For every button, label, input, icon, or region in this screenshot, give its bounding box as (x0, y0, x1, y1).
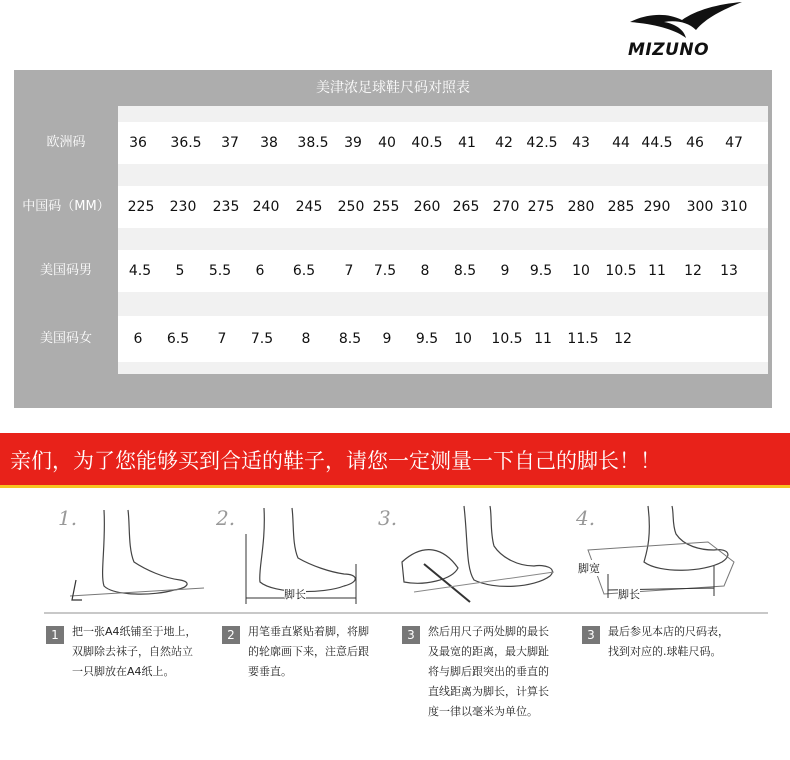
size-cell: 36.5 (170, 135, 202, 151)
step-2-length-label: 脚长 (284, 588, 306, 601)
step-2-badge: 2 (222, 626, 240, 644)
step-4-width-label: 脚宽 (578, 562, 600, 575)
row-label-us-women: 美国码女 (39, 331, 92, 346)
step-2-caption (248, 622, 369, 682)
caption-line: 最后参见本店的尺码表， (608, 625, 729, 638)
step-3-number: 3. (378, 506, 398, 530)
size-cell: 10.5 (491, 331, 523, 347)
size-cell: 37 (221, 135, 239, 151)
size-cell: 40 (378, 135, 396, 151)
row-gap (118, 362, 768, 374)
row-eu (14, 122, 772, 164)
size-cell: 4.5 (128, 263, 152, 279)
row-gap (118, 106, 768, 122)
size-cell: 41 (458, 135, 476, 151)
size-cell: 310 (720, 199, 748, 215)
size-cell: 265 (452, 199, 480, 215)
step-4-length-label: 脚长 (618, 588, 640, 601)
measure-steps-illustration (44, 494, 768, 614)
size-cell: 10 (572, 263, 590, 279)
row-band (118, 122, 768, 164)
size-cell: 44.5 (641, 135, 673, 151)
hand-measuring-icon (394, 502, 564, 606)
size-cell: 7.5 (250, 331, 274, 347)
size-cell: 12 (614, 331, 632, 347)
size-cell: 235 (212, 199, 240, 215)
foot-outline-icon (234, 504, 384, 608)
row-us-women (14, 316, 772, 362)
step-1-number: 1. (58, 506, 78, 530)
size-cell: 5.5 (208, 263, 232, 279)
size-chart-table (14, 70, 772, 408)
row-cn (14, 186, 772, 228)
caption-line: 一只脚放在A4纸上。 (72, 665, 175, 678)
size-cell: 240 (252, 199, 280, 215)
size-cell: 9.5 (415, 331, 439, 347)
notice-banner (0, 433, 790, 485)
size-cell: 11.5 (567, 331, 599, 347)
size-cell: 5 (175, 263, 185, 279)
step-1-badge: 1 (46, 626, 64, 644)
size-cell: 11 (534, 331, 552, 347)
caption-line: 直线距离为脚长，计算长 (428, 685, 549, 698)
size-cell: 6.5 (292, 263, 316, 279)
size-cell: 11 (648, 263, 666, 279)
size-cell: 44 (612, 135, 630, 151)
row-gap (118, 228, 768, 250)
step-4-number: 4. (576, 506, 596, 530)
step-2-number: 2. (216, 506, 236, 530)
size-cell: 300 (686, 199, 714, 215)
row-label-us-men: 美国码男 (39, 263, 92, 278)
row-band (118, 186, 768, 228)
caption-line: 度一律以毫米为单位。 (428, 705, 538, 718)
caption-line: 用笔垂直紧贴着脚，将脚 (248, 625, 369, 638)
size-cell: 7.5 (373, 263, 397, 279)
size-cell: 8.5 (338, 331, 362, 347)
size-cell: 40.5 (411, 135, 443, 151)
size-cell: 13 (720, 263, 738, 279)
size-cell: 38 (260, 135, 278, 151)
size-cell: 9 (500, 263, 510, 279)
step-4-caption (608, 622, 729, 662)
caption-line: 把一张A4纸铺至于地上， (72, 625, 197, 638)
foot-width-length-icon (574, 502, 754, 606)
row-gap (118, 292, 768, 316)
size-cell: 270 (492, 199, 520, 215)
size-cell: 47 (725, 135, 743, 151)
size-cell: 260 (413, 199, 441, 215)
size-cell: 290 (643, 199, 671, 215)
row-us-men (14, 250, 772, 292)
step-3-caption (428, 622, 549, 722)
foot-on-paper-icon (64, 504, 214, 608)
row-label-eu: 欧洲码 (46, 135, 86, 150)
size-cell: 275 (527, 199, 555, 215)
caption-line: 双脚除去袜子，自然站立 (72, 645, 193, 658)
row-band (118, 316, 768, 362)
caption-line: 将与脚后跟突出的垂直的 (428, 665, 549, 678)
row-label-cn: 中国码（MM） (22, 199, 110, 214)
caption-line: 找到对应的.球鞋尺码。 (608, 645, 722, 658)
size-cell: 38.5 (297, 135, 329, 151)
size-cell: 6 (255, 263, 265, 279)
size-cell: 285 (607, 199, 635, 215)
size-cell: 8 (420, 263, 430, 279)
size-cell: 6.5 (166, 331, 190, 347)
size-cell: 39 (344, 135, 362, 151)
size-cell: 7 (344, 263, 354, 279)
row-band (118, 250, 768, 292)
caption-line: 的轮廓画下来，注意后跟 (248, 645, 369, 658)
row-gap (118, 164, 768, 186)
size-cell: 36 (129, 135, 147, 151)
size-cell: 43 (572, 135, 590, 151)
caption-line: 然后用尺子两处脚的最长 (428, 625, 549, 638)
size-cell: 9.5 (529, 263, 553, 279)
size-cell: 225 (127, 199, 155, 215)
caption-line: 及最宽的距离，最大脚趾 (428, 645, 549, 658)
banner-stripe (0, 485, 790, 488)
size-cell: 42.5 (526, 135, 558, 151)
size-cell: 46 (686, 135, 704, 151)
size-cell: 230 (169, 199, 197, 215)
size-cell: 7 (217, 331, 227, 347)
step-1-caption (72, 622, 197, 682)
size-cell: 10.5 (605, 263, 637, 279)
size-cell: 12 (684, 263, 702, 279)
size-cell: 10 (454, 331, 472, 347)
step-3-badge: 3 (402, 626, 420, 644)
notice-text: 亲们，为了您能够买到合适的鞋子，请您一定测量一下自己的脚长！！ (10, 449, 661, 473)
step-4-badge: 3 (582, 626, 600, 644)
size-cell: 6 (133, 331, 143, 347)
size-cell: 42 (495, 135, 513, 151)
brand-name: MIZUNO (628, 40, 710, 60)
size-cell: 255 (372, 199, 400, 215)
size-cell: 8 (301, 331, 311, 347)
size-cell: 280 (567, 199, 595, 215)
caption-line: 要垂直。 (248, 665, 292, 678)
table-title: 美津浓足球鞋尺码对照表 (316, 80, 470, 96)
size-cell: 245 (295, 199, 323, 215)
size-cell: 250 (337, 199, 365, 215)
size-cell: 9 (382, 331, 392, 347)
size-cell: 8.5 (453, 263, 477, 279)
